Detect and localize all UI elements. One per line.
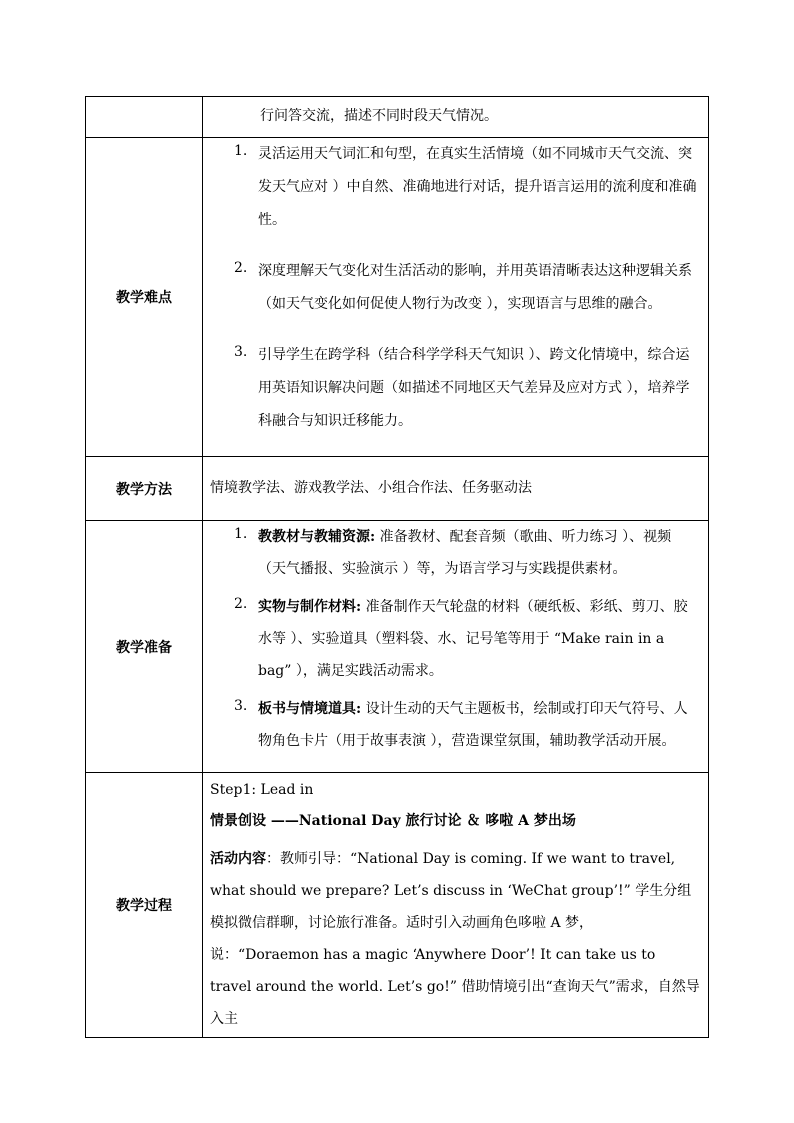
- list-item: [203, 255, 708, 321]
- process-content: [203, 773, 708, 1037]
- item-title: 板书与情境道具:: [258, 701, 362, 717]
- activity-text: ：教师引导：“National Day is coming. If we want to travel, what should we prepare? Let’s discuss in ‘WeChat group’!” 学生分组模拟微信群聊，讨论旅行准备。适时引入动画角色哆啦 A 梦，说：“Doraemon has a magic ‘Anywhere Door’! It can take us to travel around the world. Let’s go!” 借助情境引出“查询天气”需求，自然导入主: [210, 851, 700, 1027]
- process-label: 教学过程: [86, 773, 203, 1038]
- item-number: 2.: [234, 260, 248, 276]
- step-title: Step1: Lead in: [210, 782, 314, 798]
- item-text: 灵活运用天气词汇和句型，在真实生活情境（如不同城市天气交流、突发天气应对 ）中自然、准确地进行对话，提升语言运用的流利度和准确性。: [258, 146, 697, 228]
- item-number: 1.: [234, 143, 248, 159]
- methods-label: 教学方法: [86, 457, 203, 521]
- item-number: 3.: [234, 698, 248, 714]
- difficulties-cell: [203, 138, 709, 457]
- list-item: [203, 138, 708, 237]
- preparation-row: [86, 521, 709, 773]
- list-item: [203, 339, 708, 438]
- item-text: 深度理解天气变化对生活活动的影响，并用英语清晰表达这种逻辑关系（如天气变化如何促使人物行为改变 ），实现语言与思维的融合。: [258, 263, 692, 312]
- empty-label-cell: [86, 97, 203, 138]
- item-number: 1.: [234, 526, 248, 542]
- activity-title: 活动内容: [210, 851, 266, 867]
- methods-text: 情境教学法、游戏教学法、小组合作法、任务驱动法: [210, 480, 532, 496]
- methods-row: [86, 457, 709, 521]
- process-cell: [203, 773, 709, 1038]
- preparation-label: 教学准备: [86, 521, 203, 773]
- lesson-plan-table: [85, 96, 709, 1038]
- list-item: [203, 591, 708, 687]
- preparation-list: [203, 521, 708, 757]
- difficulties-label: 教学难点: [86, 138, 203, 457]
- item-title: 教教材与教辅资源:: [258, 529, 376, 545]
- item-text: 准备制作天气轮盘的材料（硬纸板、彩纸、剪刀、胶水等 ）、实验道具（塑料袋、水、记号笔等用于 “Make rain in a bag” ），满足实践活动需求。: [258, 599, 688, 679]
- preparation-cell: [203, 521, 709, 773]
- item-text: 设计生动的天气主题板书，绘制或打印天气符号、人物角色卡片（用于故事表演 ），营造课堂氛围，辅助教学活动开展。: [258, 701, 688, 749]
- item-number: 2.: [234, 596, 248, 612]
- difficulties-list: [203, 138, 708, 438]
- item-number: 3.: [234, 344, 248, 360]
- methods-cell: [203, 457, 709, 521]
- item-text: 引导学生在跨学科（结合科学学科天气知识 ）、跨文化情境中，综合运用英语知识解决问题（如描述不同地区天气差异及应对方式 ），培养学科融合与知识迁移能力。: [258, 347, 690, 429]
- item-text: 准备教材、配套音频（歌曲、听力练习 ）、视频（天气播报、实验演示 ）等，为语言学习与实践提供素材。: [258, 529, 672, 577]
- list-item: [203, 521, 708, 585]
- continuation-row: [86, 97, 709, 138]
- activity-paragraph: [210, 843, 700, 1035]
- item-title: 实物与制作材料:: [258, 599, 362, 615]
- process-row: [86, 773, 709, 1038]
- list-item: [203, 693, 708, 757]
- difficulties-row: [86, 138, 709, 457]
- continuation-cell: [203, 97, 709, 138]
- continuation-text: 行问答交流，描述不同时段天气情况。: [260, 108, 498, 124]
- scenario-heading: 情景创设 ——National Day 旅行讨论 ＆ 哆啦 A 梦出场: [210, 813, 576, 829]
